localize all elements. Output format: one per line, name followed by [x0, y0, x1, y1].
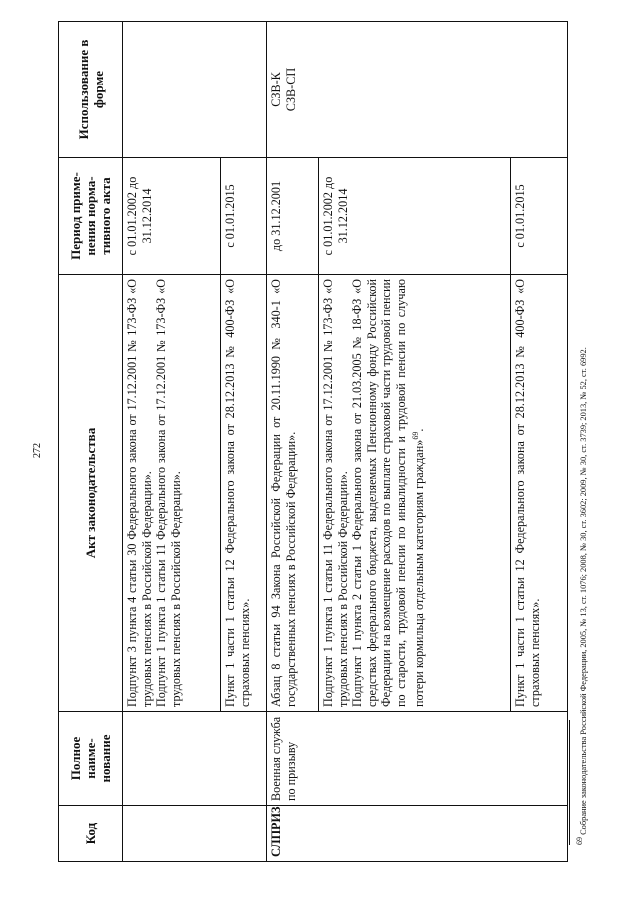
act-cell [267, 275, 319, 712]
footnote-divider [569, 720, 570, 845]
header-act: Акт законодательства [59, 275, 123, 712]
usage-cell-empty [123, 22, 267, 158]
header-code: Код [59, 806, 123, 862]
act-text [350, 279, 426, 707]
act-text: Абзац 8 статьи 94 Закона Российской Федерации от 20.11.1990 № 340-1 «О государственных пенсиях в Российской Федерации». [269, 279, 298, 707]
act-text: Подпункт 1 пункта 1 статьи 11 Федерального закона от 17.12.2001 № 173-ФЗ «О трудовых пенсиях в Российской Федерации». [321, 279, 350, 707]
act-cell [511, 275, 568, 712]
header-usage: Использование в форме [59, 22, 123, 158]
act-text-body: Подпункт 1 пункта 2 статьи 1 Федерального закона от 21.03.2005 № 18-ФЗ «О средствах федерального бюджета, выделяемых Пенсионному фонду Российской Федерации на возмещение расходов по выплате страховой части трудовой пенсии по старости, трудовой пенсии по инвалидности и трудовой пенсии по случаю потери кормильца отдельным категориям граждан» [350, 279, 426, 707]
table-header-row [59, 22, 123, 862]
act-text: Подпункт 1 пункта 1 статьи 11 Федерального закона от 17.12.2001 № 173-ФЗ «О трудовых пенсиях в Российской Федерации». [154, 279, 183, 707]
code-cell: СЛПРИЗ [267, 806, 568, 862]
page-number: 272 [32, 443, 43, 458]
table-row [123, 22, 221, 862]
footnote [575, 347, 588, 845]
usage-cell [267, 22, 568, 158]
period-cell: до 31.12.2001 [267, 158, 319, 275]
code-cell-empty [123, 806, 267, 862]
act-text: Подпункт 3 пункта 4 статьи 30 Федерального закона от 17.12.2001 № 173-ФЗ «О трудовых пенсиях в Российской Федерации». [125, 279, 154, 707]
footnote-text: Собрание законодательства Российской Федерации, 2005, № 13, ст. 1076; 2008, № 30, ст. 3602; 2009, № 30, ст. 3739; 2013, № 52, ст. 6992. [578, 347, 588, 835]
header-name: Полное наиме-нование [59, 712, 123, 806]
act-text: Пункт 1 части 1 статьи 12 Федерального закона от 28.12.2013 № 400-ФЗ «О страховых пенсиях». [513, 279, 542, 707]
act-cell [221, 275, 267, 712]
period-cell: с 01.01.2015 [511, 158, 568, 275]
usage-form: СЗВ-К [269, 72, 283, 107]
footnote-reference: 69 [410, 431, 420, 440]
name-cell: Военная служба по призыву [267, 712, 568, 806]
act-text-tail: . [411, 428, 426, 432]
table-row [267, 22, 319, 862]
rotated-table-container [58, 22, 568, 862]
period-cell: с 01.01.2002 до 31.12.2014 [319, 158, 511, 275]
period-cell: с 01.01.2015 [221, 158, 267, 275]
act-cell [319, 275, 511, 712]
period-cell: с 01.01.2002 до 31.12.2014 [123, 158, 221, 275]
act-cell [123, 275, 221, 712]
name-cell-empty [123, 712, 267, 806]
usage-form: СЗВ-СП [283, 67, 298, 112]
footnote-mark: 69 [575, 837, 584, 845]
header-period: Период приме-нения норма-тивного акта [59, 158, 123, 275]
legislation-table [58, 21, 568, 862]
act-text: Пункт 1 части 1 статьи 12 Федерального закона от 28.12.2013 № 400-ФЗ «О страховых пенсиях». [223, 279, 252, 707]
